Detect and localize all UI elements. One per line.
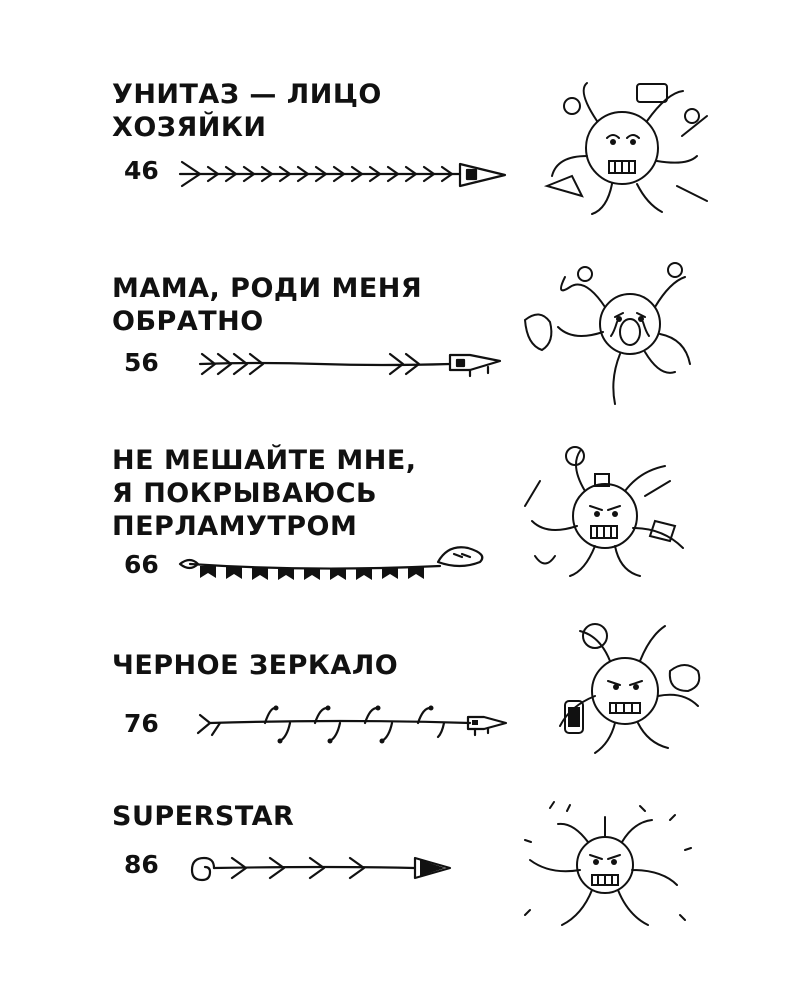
toc-entry-5[interactable]: [0, 800, 800, 940]
feathered-arrow-icon: [170, 332, 515, 392]
toc-entry-4[interactable]: [0, 649, 800, 779]
chapter-title: SUPERSTAR: [112, 801, 295, 832]
page-number: 76: [124, 709, 159, 738]
star-virus-icon: [510, 800, 710, 950]
toc-entry-2[interactable]: [0, 272, 800, 392]
virus-with-clutter-icon: [527, 76, 727, 226]
crying-virus-icon: [515, 262, 715, 412]
chapter-title: ЧЕРНОЕ ЗЕРКАЛО: [112, 650, 399, 681]
phone-virus-icon: [520, 611, 720, 761]
spiral-scissors-arrow-icon: [170, 836, 515, 896]
chevron-arrow-icon: [170, 142, 515, 202]
toc-entry-3[interactable]: [0, 444, 800, 594]
chapter-title: МАМА, РОДИ МЕНЯ ОБРАТНО: [112, 273, 423, 337]
page-number: 66: [124, 550, 159, 579]
bunting-snake-arrow-icon: [170, 536, 515, 596]
page-number: 56: [124, 348, 159, 377]
chapter-title: НЕ МЕШАЙТЕ МНЕ, Я ПОКРЫВАЮСЬ ПЕРЛАМУТРОМ: [112, 445, 417, 542]
vine-arrow-icon: [170, 693, 515, 753]
angry-virus-icon: [515, 436, 715, 586]
chapter-title: УНИТАЗ — ЛИЦО ХОЗЯЙКИ: [112, 79, 382, 143]
page-number: 86: [124, 850, 159, 879]
toc-entry-1[interactable]: [0, 78, 800, 228]
page-number: 46: [124, 156, 159, 185]
